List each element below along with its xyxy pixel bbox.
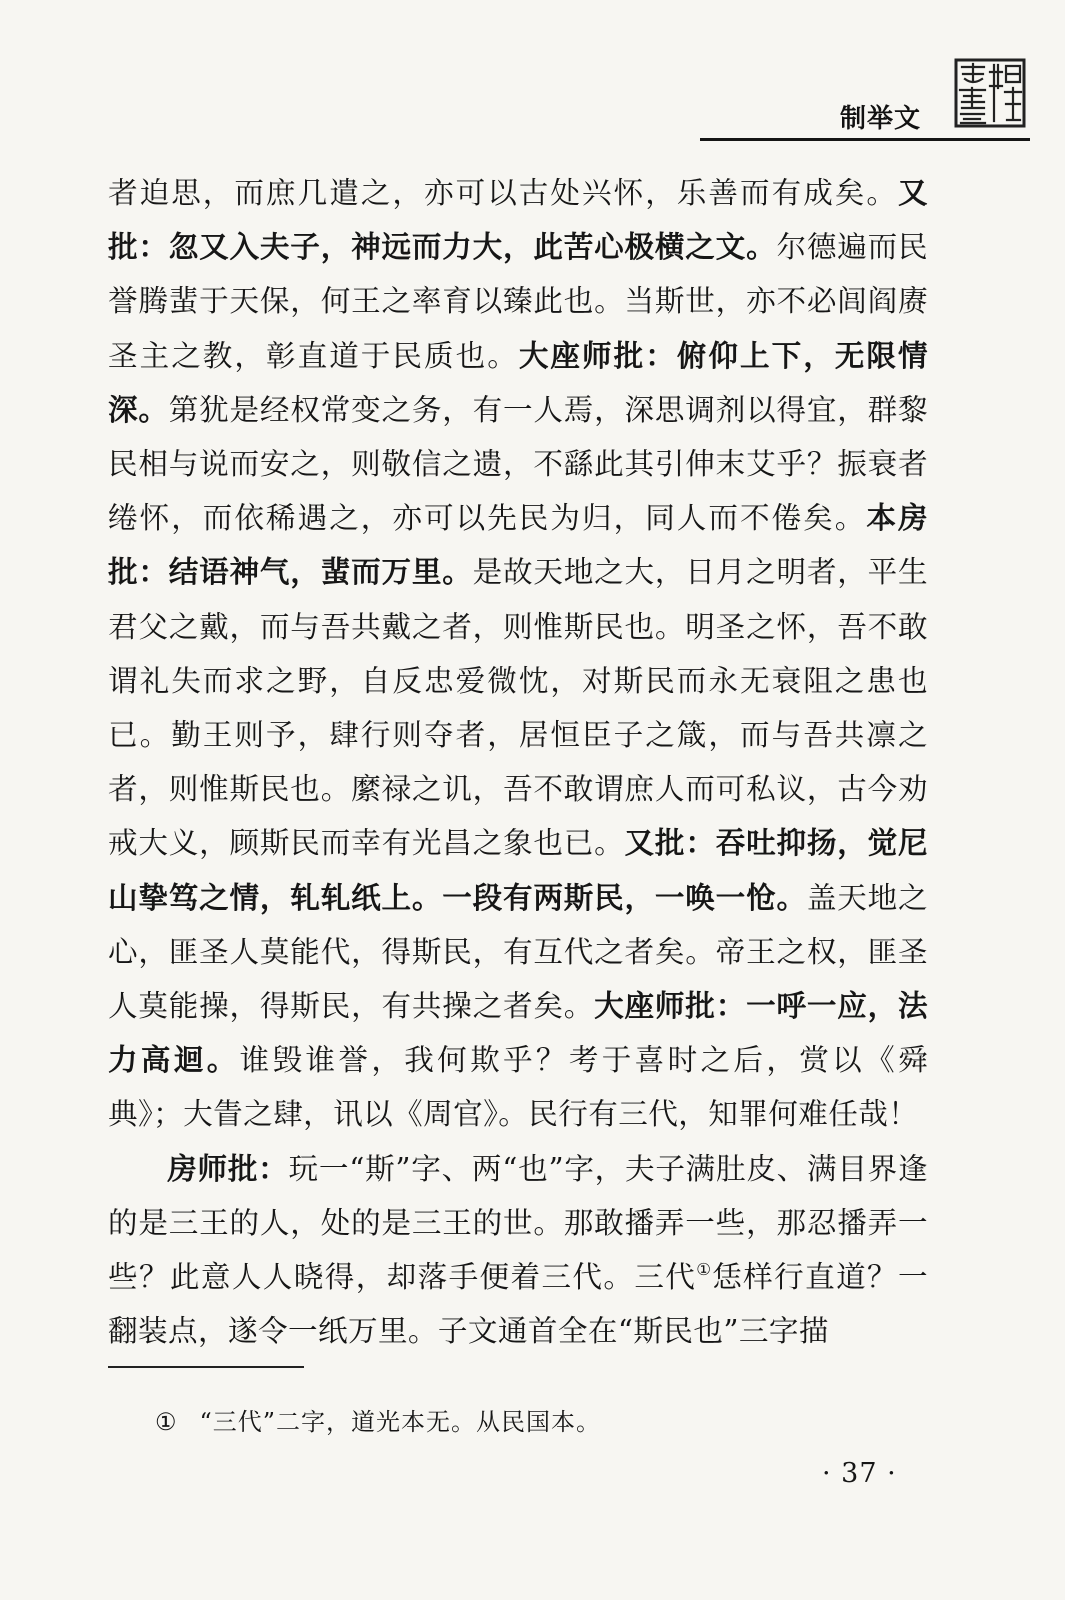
footnote-rule — [108, 1366, 304, 1368]
text-segment: 是故天地之大，日月之明者，平生君父之戴，而与吾共戴之者，则惟斯民也。明圣之怀，吾不敢谓礼失而求之野，自反忠爱微忱，对斯民而永无衰阻之患也已。勤王则予，肆行则夺者，居恒臣子之箴，而与吾共凛之者，则惟斯民也。縻禄之讥，吾不敢谓庶人而可私议，古今劝戒大义，顾斯民而幸有光昌之象也已。 — [108, 555, 928, 861]
commentary-paragraph-1 — [108, 166, 928, 1142]
running-header-title: 制举文 — [840, 104, 922, 134]
paragraph-text: 玩一“斯”字、两“也”字，夫子满肚皮、满目界逢的是三王的人，处的是三王的世。那敢播弄一些，那忍播弄一些？此意人人晓得，却落手便着三代。三代 — [108, 1151, 928, 1295]
body-text — [108, 166, 928, 1358]
footnote-marker: ① — [155, 1408, 178, 1436]
comment-segment: 大座师批：俯仰上下，无限情深。 — [108, 338, 929, 427]
text-segment: 盖天地之心，匪圣人莫能代，得斯民，有互代之者矣。帝王之权，匪圣人莫能操，得斯民，有共操之者矣。 — [108, 880, 928, 1024]
header-rule — [700, 138, 1030, 141]
footnote — [155, 1402, 601, 1437]
text-segment: 谁毁谁誉，我何欺乎？考于喜时之后，赏以《舜典》；大眚之肆，讯以《周官》。民行有三代，知罪何难任哉！ — [108, 1043, 928, 1132]
footnote-text: “三代”二字，道光本无。从民国本。 — [199, 1408, 602, 1436]
seal-stamp-icon — [954, 58, 1026, 128]
comment-segment: 又批：吞吐抑扬，觉尼山挚笃之情，轧轧纸上。一段有两斯民，一唤一怆。 — [108, 826, 928, 915]
page-number: · 37 · — [822, 1458, 897, 1489]
paragraph-label: 房师批： — [167, 1151, 289, 1186]
comment-segment: 大座师批：一呼一应，法力高迴。 — [108, 989, 928, 1078]
paragraph-text: 恁样行直道？一翻装点，遂令一纸万里。子文通首全在“斯民也”三字描 — [108, 1260, 928, 1349]
text-segment: 者迫思，而庶几遣之，亦可以古处兴怀，乐善而有成矣。 — [108, 176, 898, 210]
comment-segment: 本房批：结语神气，蜚而万里。 — [108, 501, 928, 590]
text-segment: 尔德遍而民誉腾蜚于天保，何王之率育以臻此也。当斯世，亦不必闾阎赓圣主之教，彰直道于民质也。 — [108, 230, 928, 373]
text-segment: 第犹是经权常变之务，有一人焉，深思调剂以得宜，群黎民相与说而安之，则敬信之遗，不繇此其引伸末艾乎？振衰者绻怀，而依稀遇之，亦可以先民为归，同人而不倦矣。 — [108, 392, 928, 536]
footnote-reference: ① — [696, 1259, 713, 1279]
commentary-paragraph-2 — [108, 1142, 928, 1359]
comment-segment: 又批：忽又入夫子，神远而力大，此苦心极横之文。 — [108, 176, 928, 265]
